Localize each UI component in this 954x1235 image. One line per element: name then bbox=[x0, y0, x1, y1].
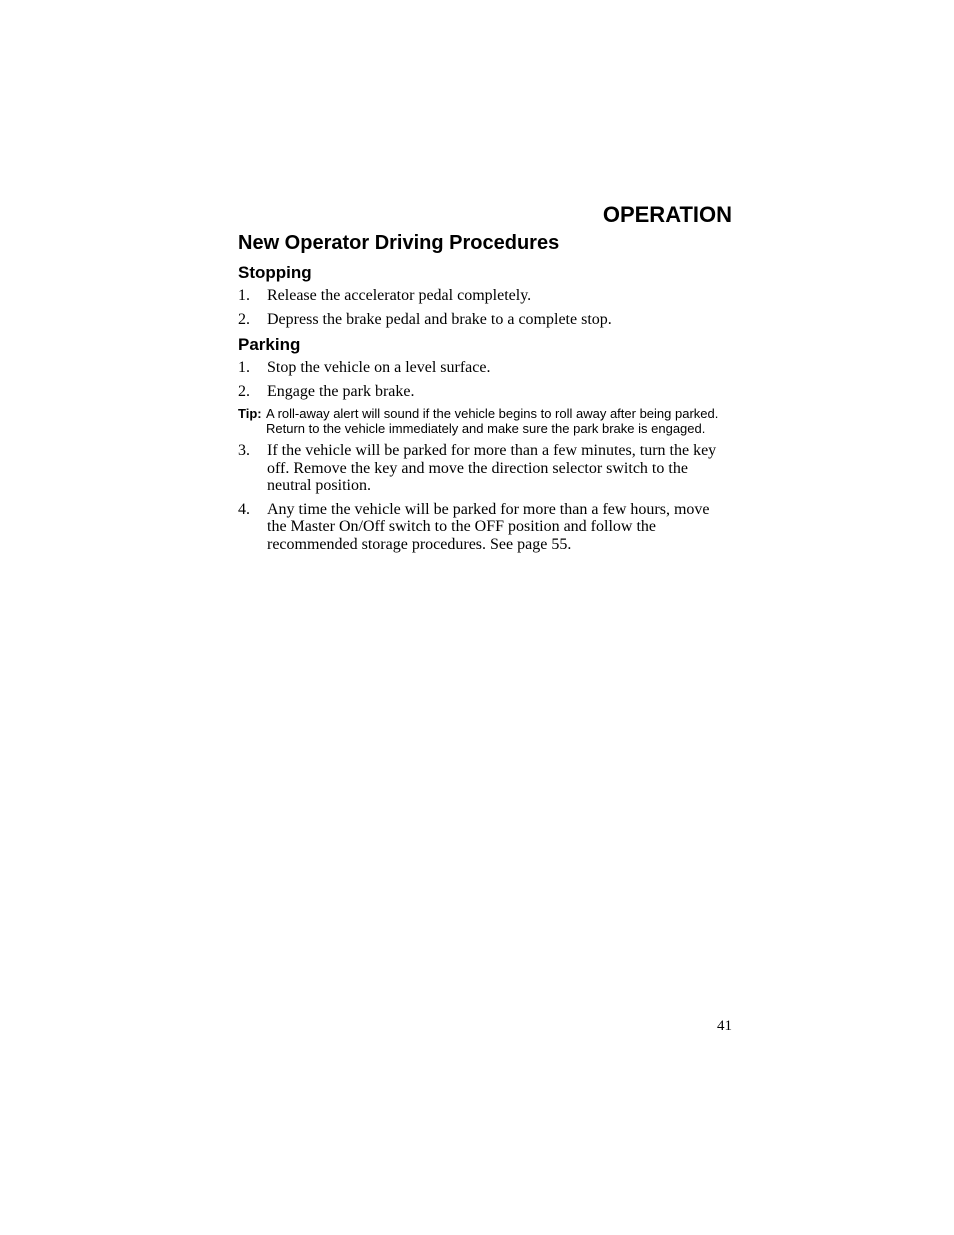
tip-note bbox=[238, 407, 732, 436]
stopping-heading: Stopping bbox=[238, 263, 312, 282]
step-text: Stop the vehicle on a level surface. bbox=[267, 359, 491, 376]
stopping-step bbox=[238, 287, 732, 305]
parking-step bbox=[238, 501, 732, 554]
parking-step bbox=[238, 359, 732, 377]
stopping-steps bbox=[238, 287, 732, 328]
step-text: Engage the park brake. bbox=[267, 382, 415, 400]
parking-step bbox=[238, 442, 732, 495]
parking-heading: Parking bbox=[238, 335, 301, 354]
step-number: 1. bbox=[238, 287, 250, 304]
step-number: 4. bbox=[238, 500, 250, 518]
step-number: 1. bbox=[238, 359, 250, 376]
parking-steps bbox=[238, 359, 732, 400]
chapter-title: OPERATION bbox=[602, 202, 732, 227]
page-content bbox=[238, 200, 732, 553]
step-text: Any time the vehicle will be parked for more than a few hours, move the Master On/Off switch to the OFF position and follow the recommended storage procedures. See page 55. bbox=[267, 500, 710, 553]
step-text: If the vehicle will be parked for more than a few minutes, turn the key off. Remove the key and move the direction selector switch to the neutral position. bbox=[267, 442, 717, 494]
step-number: 2. bbox=[238, 310, 250, 328]
step-text: Release the accelerator pedal completely. bbox=[267, 287, 532, 304]
step-number: 3. bbox=[238, 442, 250, 459]
section-title: New Operator Driving Procedures bbox=[238, 232, 560, 254]
tip-text: A roll-away alert will sound if the vehicle begins to roll away after being parked. Return to the vehicle immediately and make sure the park brake is engaged. bbox=[266, 406, 719, 436]
tip-label: Tip: bbox=[238, 406, 262, 421]
parking-steps-continued bbox=[238, 442, 732, 553]
step-number: 2. bbox=[238, 382, 250, 400]
step-text: Depress the brake pedal and brake to a complete stop. bbox=[267, 310, 612, 328]
stopping-step bbox=[238, 311, 732, 329]
page-number: 41 bbox=[717, 1018, 732, 1034]
parking-step bbox=[238, 383, 732, 401]
